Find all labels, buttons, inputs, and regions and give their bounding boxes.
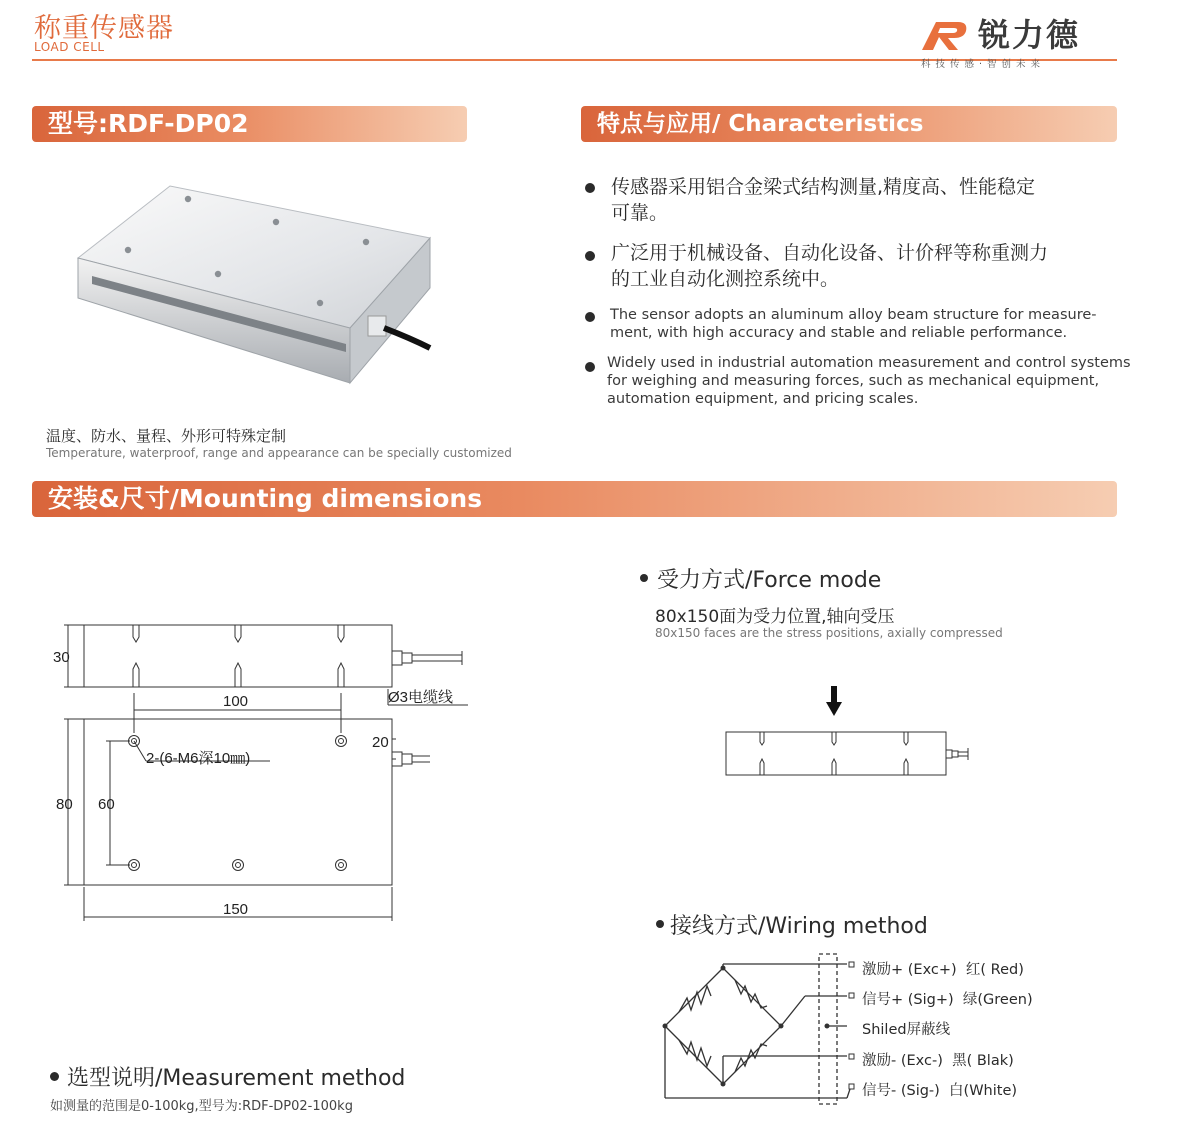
wire-label: 激励- (Exc-) 黑( Blak) [862, 1053, 1014, 1069]
dim-cable: Ø3电缆线 [388, 689, 454, 706]
bullet-icon [585, 362, 595, 372]
bullet-icon [656, 920, 664, 928]
bullet-icon [585, 251, 595, 261]
wire-label: 信号+ (Sig+) 绿(Green) [862, 992, 1033, 1008]
characteristic-item: The sensor adopts an aluminum alloy beam structure for measure- ment, with high accuracy and stable and reliable performance. [610, 307, 1097, 341]
bullet-icon [585, 183, 595, 193]
custom-note-en: Temperature, waterproof, range and appearance can be specially customized [46, 446, 512, 460]
page-title: 称重传感器 [34, 13, 174, 44]
measurement-title: 选型说明/Measurement method [67, 1066, 406, 1091]
model-bar: 型号:RDF-DP02 [32, 106, 467, 142]
dim-hole-spacing: 100 [223, 693, 249, 710]
brand-logo-icon [918, 16, 970, 52]
force-mode-title: 受力方式/Force mode [657, 568, 882, 593]
wire-label: Shiled屏蔽线 [862, 1022, 951, 1038]
force-mode-zh: 80x150面为受力位置,轴向受压 [655, 607, 895, 627]
custom-note-zh: 温度、防水、量程、外形可特殊定制 [46, 427, 287, 445]
dim-hole-row-spacing: 60 [98, 796, 115, 813]
dim-width: 80 [56, 796, 73, 813]
characteristic-item: Widely used in industrial automation measurement and control systems for weighing and measuring forces, such as mechanical equipment, automation equipment, and pricing scales. [607, 355, 1131, 407]
dim-length: 150 [223, 901, 249, 918]
dim-hole-note: 2-(6-M6深10㎜) [146, 750, 251, 767]
dimension-drawing [50, 615, 480, 925]
force-arrow-icon [826, 686, 842, 716]
load-cell-image [70, 178, 450, 388]
measurement-desc: 如测量的范围是0-100kg,型号为:RDF-DP02-100kg [50, 1099, 353, 1114]
wire-label: 信号- (Sig-) 白(White) [862, 1083, 1018, 1099]
characteristics-bar: 特点与应用/ Characteristics [581, 106, 1117, 142]
brand-name: 锐力德 [978, 16, 1081, 54]
page-subtitle: LOAD CELL [34, 40, 105, 54]
wiring-title: 接线方式/Wiring method [670, 914, 928, 939]
brand-slogan: 科技传感·智创未来 [921, 59, 1046, 70]
characteristic-item: 广泛用于机械设备、自动化设备、计价秤等称重测力 的工业自动化测控系统中。 [611, 242, 1049, 290]
mounting-bar: 安装&尺寸/Mounting dimensions [32, 481, 1117, 517]
bullet-icon [640, 574, 648, 582]
force-mode-en: 80x150 faces are the stress positions, axially compressed [655, 626, 1003, 640]
dim-height: 30 [53, 649, 70, 666]
bullet-icon [50, 1072, 59, 1081]
force-mode-diagram [720, 684, 980, 780]
wiring-diagram [655, 948, 865, 1108]
wire-label: 激励+ (Exc+) 红( Red) [862, 962, 1024, 978]
dim-cable-offset: 20 [372, 734, 389, 751]
characteristic-item: 传感器采用铝合金梁式结构测量,精度高、性能稳定 可靠。 [611, 176, 1036, 224]
bullet-icon [585, 312, 595, 322]
